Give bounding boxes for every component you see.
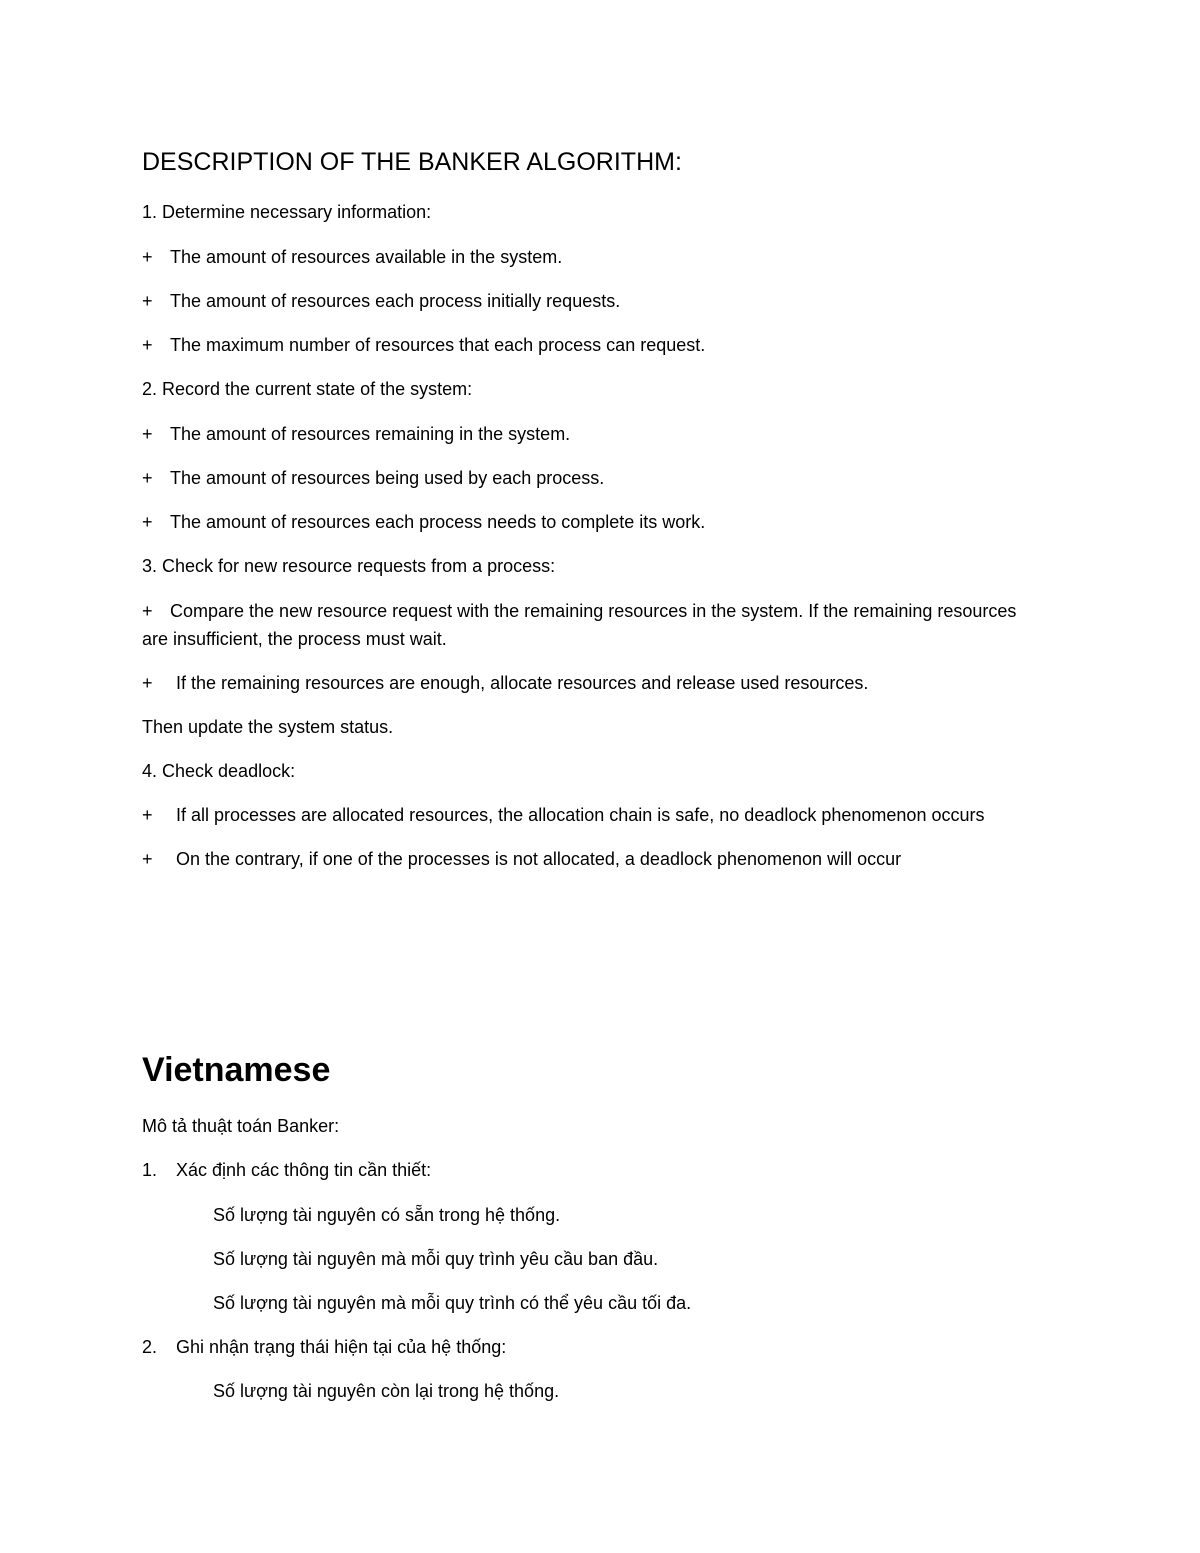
step-1-item [142, 287, 620, 315]
step-3-item-text: Compare the new resource request with the remaining resources in the system. If the remaining resources are insufficient, the process must wait. [142, 601, 1017, 649]
vietnamese-intro: Mô tả thuật toán Banker: [142, 1116, 340, 1136]
vietnamese-step-1-text: Xác định các thông tin cần thiết: [176, 1160, 432, 1180]
vietnamese-step-2-item: Số lượng tài nguyên còn lại trong hệ thống. [213, 1381, 560, 1401]
step-4-heading: 4. Check deadlock: [142, 761, 296, 781]
step-number: 2. [142, 1337, 158, 1357]
bullet-mark: + [142, 424, 153, 444]
step-1-item [142, 331, 705, 359]
step-1-item-text: The amount of resources available in the system. [170, 247, 563, 267]
step-4-item-text: If all processes are allocated resources, the allocation chain is safe, no deadlock phenomenon occurs [176, 805, 985, 825]
step-2-item-text: The amount of resources remaining in the system. [170, 424, 571, 444]
step-3-item-text: If the remaining resources are enough, allocate resources and release used resources. [176, 673, 869, 693]
step-1-item-text: The maximum number of resources that each process can request. [170, 335, 706, 355]
step-3-heading: 3. Check for new resource requests from a process: [142, 556, 556, 576]
bullet-mark: + [142, 335, 153, 355]
step-number: 1. [142, 1160, 158, 1180]
step-2-item [142, 464, 604, 492]
step-1-item-text: The amount of resources each process initially requests. [170, 291, 621, 311]
vietnamese-heading: Vietnamese [142, 1051, 331, 1089]
step-1-item [142, 243, 562, 271]
step-4-item [142, 845, 901, 873]
step-3-item [142, 669, 868, 697]
bullet-mark: + [142, 468, 153, 488]
bullet-mark: + [142, 291, 153, 311]
document-title: DESCRIPTION OF THE BANKER ALGORITHM: [142, 148, 682, 176]
bullet-mark: + [142, 247, 153, 267]
step-4-item-text: On the contrary, if one of the processes is not allocated, a deadlock phenomenon will occur [176, 849, 902, 869]
vietnamese-step-2-text: Ghi nhận trạng thái hiện tại của hệ thống: [176, 1337, 507, 1357]
bullet-mark: + [142, 849, 153, 869]
step-2-item-text: The amount of resources being used by each process. [170, 468, 605, 488]
step-3-after: Then update the system status. [142, 717, 394, 737]
vietnamese-step-1-item: Số lượng tài nguyên có sẵn trong hệ thống. [213, 1205, 561, 1225]
bullet-mark: + [142, 512, 153, 532]
step-1-heading: 1. Determine necessary information: [142, 202, 432, 222]
vietnamese-step-1 [142, 1156, 431, 1184]
step-2-heading: 2. Record the current state of the system: [142, 379, 473, 399]
step-2-item-text: The amount of resources each process needs to complete its work. [170, 512, 706, 532]
step-3-item [142, 597, 1032, 653]
bullet-mark: + [142, 805, 153, 825]
vietnamese-step-1-item: Số lượng tài nguyên mà mỗi quy trình yêu cầu ban đầu. [213, 1249, 659, 1269]
step-2-item [142, 420, 570, 448]
bullet-mark: + [142, 601, 153, 621]
step-4-item [142, 801, 984, 829]
bullet-mark: + [142, 673, 153, 693]
step-2-item [142, 508, 705, 536]
vietnamese-step-1-item: Số lượng tài nguyên mà mỗi quy trình có thể yêu cầu tối đa. [213, 1293, 692, 1313]
vietnamese-step-2 [142, 1333, 506, 1361]
